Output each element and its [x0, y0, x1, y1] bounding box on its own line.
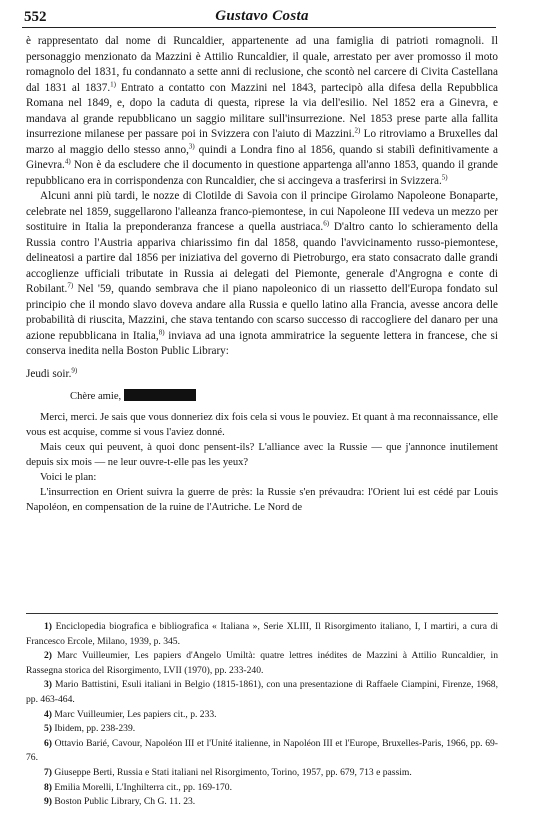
footnote — [26, 766, 498, 781]
footnote-number: 1) — [44, 621, 52, 632]
paragraph-text: Entrato a contatto con Mazzini nel 1843, partecipò alla difesa della Repubblica Romana nel 1849, e, dopo la caduta di questa, riprese la via dell'esilio. Nel 1852 era a Ginevra, e mandava al grande repubblicano un saggio militare sull'insurrezione. Nel 1853 prese parte alla fallita insurrezione milanese per passare poi in Svizzera con l'aiuto di Mazzini. — [26, 81, 499, 140]
footnote-text: Enciclopedia biografica e bibliografica « Italiana », Serie XLIII, Il Risorgimento italiano, I, I martiri, a cura di Francesco Ercole, Milano, 1939, p. 345. — [26, 621, 499, 647]
footnote-number: 3) — [44, 679, 52, 691]
letter-salutation — [26, 389, 498, 404]
footnote — [26, 620, 498, 649]
footnote — [26, 708, 498, 723]
footnote-number: 2) — [44, 650, 52, 662]
paragraph-text: Nel '59, quando sembrava che il piano napoleonico di un riassetto dell'Europa fondato sul principio che il mondo slavo doveva andare alla Russia e quello latino alla Francia, avesse ancora delle probabilità di riuscita, Mazzini, che stava tentando con scarso successo di raccogliere del danaro per una azione repubblicana in Italia, — [26, 283, 498, 342]
paragraph-text: D'altro canto lo schieramento della Russia contro l'Austria appariva chiarissimo fin dal 1858, quando l'avvicinamento russo-piemontese, delineatosi a partire dal 1856 per iniziativa del governo di Pietroburgo, era stato consacrato dalle grandi accoglienze ufficiali tributate in Russia ai delegati del Piemonte, generale d'Angrogna e conte di Robilant. — [26, 221, 498, 295]
paragraph-text: inviava ad una ignota ammiratrice la seguente lettera in francese, che si conserva inedita nella Boston Public Library: — [26, 329, 498, 357]
footnote-text: Emilia Morelli, L'Inghilterra cit., pp. 169-170. — [54, 781, 232, 793]
footnote-text: Marc Vuilleumier, Les papiers cit., p. 233. — [54, 708, 217, 720]
letter-line: Merci, merci. Je sais que vous donneriez dix fois cela si vous le pouviez. Et quant à ma reconnaissance, elle vous est acquise, comme si vous l'aviez donné. — [26, 412, 498, 438]
footnotes — [26, 620, 498, 810]
letter-line: L'insurrection en Orient suivra la guerre de près: la Russie s'en prévaudra: l'Orient lui est cédé par Louis Napoléon, en compensation de la ruine de l'Autriche. Le Nord de — [26, 487, 498, 513]
salutation-text: Chère amie, — [70, 391, 122, 402]
footnote-number: 5) — [44, 723, 52, 735]
quoted-letter — [26, 389, 498, 515]
page-header — [24, 6, 500, 28]
footnote-ref: 6) — [323, 219, 330, 228]
footnote-text: Ottavio Barié, Cavour, Napoléon III et l'Unité italienne, in Napoléon III et l'Europe, Bruxelles-Paris, 1966, pp. 69-76. — [26, 737, 498, 764]
footnote — [26, 737, 498, 766]
paragraph-text: Non è da escludere che il documento in questione appartenga all'anno 1853, quando il grande repubblicano era in corrispondenza con Runcaldier, che si accingeva a trasferirsi in Svizzera. — [26, 159, 498, 187]
footnote-text: Mario Battistini, Esuli italiani in Belgio (1815-1861), con una presentazione di Raffaele Ciampini, Firenze, 1968, pp. 463-464. — [26, 679, 498, 705]
footnote-number: 6) — [44, 737, 52, 749]
footnote-number: 8) — [44, 781, 52, 793]
paragraph-text: Alcuni anni più tardi, le nozze di Clotilde di Savoia con il principe Girolamo Napoleone Bonaparte, celebrate nel 1859, suggellarono l'alleanza franco-piemontese, in cui Napoleone III vedeva un mezzo per sostituire in Italia la preponderanza francese a quella austriaca. — [26, 190, 498, 233]
footnote-number: 9) — [44, 796, 52, 808]
letter-line: Voici le plan: — [40, 472, 97, 483]
footnote-number: 7) — [44, 766, 52, 778]
footnote — [26, 795, 498, 810]
paragraph-1 — [26, 34, 498, 189]
page-number: 552 — [24, 9, 47, 25]
footnote — [26, 649, 498, 678]
running-head: Gustavo Costa — [215, 8, 309, 24]
footnote-text: Marc Vuilleumier, Les papiers d'Angelo Umiltà: quatre lettres inédites de Mazzini à Attilio Runcaldier, in Rassegna storica del Risorgimento, LVII (1970), pp. 233-240. — [26, 650, 498, 676]
main-text — [26, 34, 498, 515]
redaction-bar — [124, 389, 196, 401]
letter-line: Mais ceux qui peuvent, à quoi donc pensent-ils? L'alliance avec la Russie — que j'annonce inutilement depuis six mois — ne leur ouvre-t-elle pas les yeux? — [26, 442, 498, 468]
footnote-ref: 2) — [354, 126, 361, 135]
paragraph-text: quindi a Londra fino al 1856, quando si stabilì definitivamente a Ginevra. — [26, 143, 498, 171]
footnote-ref: 8) — [158, 327, 165, 336]
footnote — [26, 781, 498, 796]
footnote-text: Boston Public Library, Ch G. 11. 23. — [54, 796, 196, 808]
footnote-rule — [26, 613, 498, 614]
footnote-ref: 1) — [110, 79, 116, 88]
footnote-number: 4) — [44, 708, 52, 720]
footnote-text: Ibidem, pp. 238-239. — [54, 723, 136, 735]
footnote — [26, 678, 498, 707]
paragraph-text: è rappresentato dal nome di Runcaldier, appartenente ad una famiglia di patrioti romagnoli. Il personaggio menzionato da Mazzini è Attilio Runcaldier, il quale, arrestato per aver promosso il moto romagnolo del 1831, fu condannato a sette anni di reclusione, che scontò nel carcere di Civita Castellana dal 1831 al 1837. — [26, 35, 498, 94]
footnote-ref: 9) — [71, 365, 78, 374]
footnote-text: Giuseppe Berti, Russia e Stati italiani nel Risorgimento, Torino, 1957, pp. 679, 713 e passim. — [54, 766, 412, 778]
footnote-ref: 3) — [188, 141, 195, 150]
letter-dateline — [26, 367, 498, 383]
footnote — [26, 722, 498, 737]
header-rule — [22, 27, 496, 28]
footnote-ref: 4) — [64, 157, 71, 166]
dateline-text: Jeudi soir. — [26, 367, 72, 380]
footnote-ref: 7) — [67, 281, 74, 290]
paragraph-text: Lo ritroviamo a Bruxelles dal marzo al maggio dello stesso anno, — [26, 128, 498, 156]
footnote-ref: 5) — [441, 172, 448, 181]
paragraph-2 — [26, 189, 498, 360]
